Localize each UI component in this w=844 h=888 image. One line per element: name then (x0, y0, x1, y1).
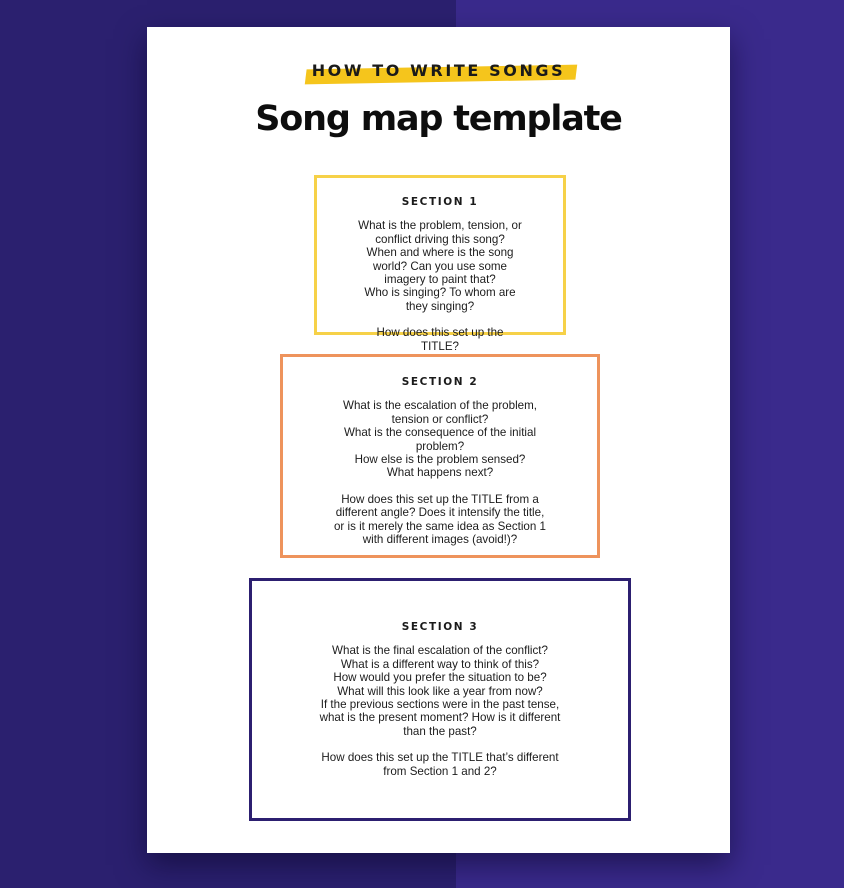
question: What is the problem, tension, or conflict driving this song? (358, 219, 522, 246)
question: When and where is the song world? Can you use some imagery to paint that? (366, 246, 514, 287)
eyebrow-container (147, 61, 730, 81)
question: What is the escalation of the problem, tension or conflict? (343, 399, 537, 426)
section-closing-question: How does this set up the TITLE that’s different from Section 1 and 2? (321, 751, 559, 778)
question: What is the final escalation of the conflict? (332, 644, 548, 658)
section-questions (312, 644, 568, 738)
question: What is a different way to think of this? (340, 657, 540, 671)
section-closing-question: How does this set up the TITLE from a different angle? Does it intensify the title, or is it merely the same idea as Section 1 with different images (avoid!)? (333, 492, 546, 547)
section-heading: SECTION 1 (401, 196, 479, 208)
page-title: Song map template (255, 99, 622, 139)
section-2-box (280, 354, 600, 558)
section-1-box (314, 175, 566, 353)
question: What is the consequence of the initial problem? (343, 426, 537, 453)
section-heading: SECTION 3 (401, 621, 479, 633)
section-heading: SECTION 2 (401, 376, 479, 388)
question: If the previous sections were in the past tense, what is the present moment? How is it different than the past? (319, 698, 561, 738)
section-questions (333, 399, 547, 479)
question: What happens next? (386, 466, 494, 480)
question: Who is singing? To whom are they singing? (364, 286, 516, 313)
eyebrow (308, 61, 570, 80)
question: How would you prefer the situation to be? (333, 671, 547, 685)
section-3-box (249, 578, 631, 821)
section-questions (357, 219, 523, 313)
section-closing-question: How does this set up the TITLE? (376, 326, 504, 353)
question: What will this look like a year from now? (337, 684, 543, 698)
eyebrow-text: HOW TO WRITE SONGS (311, 61, 566, 80)
document-page (147, 27, 730, 853)
question: How else is the problem sensed? (354, 453, 526, 467)
